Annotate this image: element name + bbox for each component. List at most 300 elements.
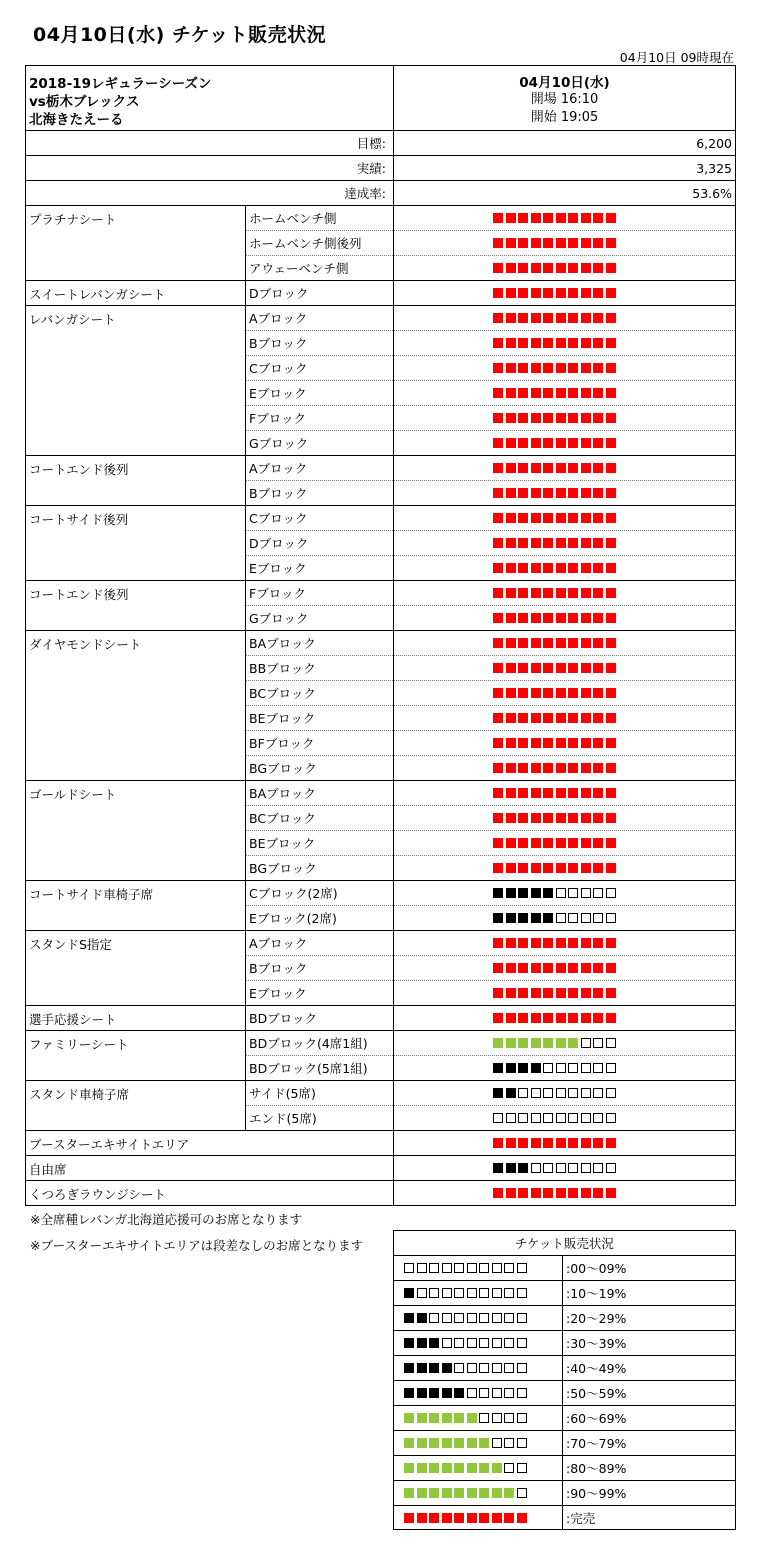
sold-square-icon xyxy=(593,313,603,323)
sold-square-icon xyxy=(593,613,603,623)
sold-square-icon xyxy=(531,1138,541,1148)
sold-square-icon xyxy=(506,513,516,523)
seat-block-row xyxy=(246,631,735,656)
unsold-square-icon xyxy=(606,1088,616,1098)
sold-square-icon xyxy=(506,838,516,848)
legend-row xyxy=(394,1480,735,1505)
sold-square-icon xyxy=(543,1188,553,1198)
sold-square-icon xyxy=(606,238,616,248)
sold-square-icon xyxy=(479,1513,489,1523)
sold-square-icon xyxy=(531,838,541,848)
sold-square-icon xyxy=(568,588,578,598)
legend-label: :90～99% xyxy=(566,1486,627,1501)
sold-square-icon xyxy=(556,388,566,398)
legend-label: :10～19% xyxy=(566,1286,627,1301)
sales-meter xyxy=(493,913,653,925)
sold-square-icon xyxy=(518,1163,528,1173)
seat-category xyxy=(26,1156,394,1181)
legend-meter xyxy=(404,1438,564,1450)
sold-square-icon xyxy=(556,563,566,573)
unsold-square-icon xyxy=(556,1063,566,1073)
seat-category-label: コートエンド後列 xyxy=(29,587,129,602)
seat-block-row xyxy=(246,781,735,806)
footnote: ※ブースターエキサイトエリアは段差なしのお席となります xyxy=(30,1238,364,1253)
seat-block-label: Fブロック xyxy=(246,581,394,606)
unsold-square-icon xyxy=(454,1338,464,1348)
sold-square-icon xyxy=(581,563,591,573)
seat-category xyxy=(26,281,246,306)
sold-square-icon xyxy=(404,1363,414,1373)
unsold-square-icon xyxy=(492,1338,502,1348)
sold-square-icon xyxy=(518,338,528,348)
seat-category xyxy=(26,1006,246,1031)
sold-square-icon xyxy=(581,238,591,248)
seat-category-label: ゴールドシート xyxy=(29,787,117,802)
legend-divider xyxy=(562,1506,563,1530)
seat-block-row xyxy=(246,931,735,956)
sold-square-icon xyxy=(556,363,566,373)
sold-square-icon xyxy=(518,1013,528,1023)
unsold-square-icon xyxy=(531,1113,541,1123)
seat-category xyxy=(26,581,246,631)
seat-block-label: Bブロック xyxy=(246,481,394,506)
unsold-square-icon xyxy=(492,1363,502,1373)
sold-square-icon xyxy=(506,588,516,598)
unsold-square-icon xyxy=(493,1113,503,1123)
sold-square-icon xyxy=(518,613,528,623)
sold-square-icon xyxy=(518,488,528,498)
sold-square-icon xyxy=(531,863,541,873)
sold-square-icon xyxy=(404,1413,414,1423)
sales-meter xyxy=(493,513,653,525)
legend-meter xyxy=(404,1488,564,1500)
sold-square-icon xyxy=(531,488,541,498)
sold-square-icon xyxy=(543,688,553,698)
sold-square-icon xyxy=(429,1488,439,1498)
sold-square-icon xyxy=(556,463,566,473)
sold-square-icon xyxy=(556,538,566,548)
sold-square-icon xyxy=(606,1013,616,1023)
sold-square-icon xyxy=(479,1438,489,1448)
seat-block-label: Fブロック xyxy=(246,406,394,431)
sold-square-icon xyxy=(543,913,553,923)
sold-square-icon xyxy=(493,438,503,448)
sold-square-icon xyxy=(606,388,616,398)
sold-square-icon xyxy=(606,563,616,573)
sales-meter xyxy=(493,713,653,725)
seat-block-row xyxy=(246,356,735,381)
unsold-square-icon xyxy=(593,888,603,898)
sold-square-icon xyxy=(593,963,603,973)
seat-block-row xyxy=(246,1106,735,1131)
kpi-row xyxy=(26,181,735,206)
sold-square-icon xyxy=(543,1038,553,1048)
legend-meter xyxy=(404,1463,564,1475)
sold-square-icon xyxy=(568,238,578,248)
seat-category-label: コートサイド後列 xyxy=(29,512,129,527)
sold-square-icon xyxy=(442,1463,452,1473)
seat-block-label: BFブロック xyxy=(246,731,394,756)
legend-meter xyxy=(404,1413,564,1425)
sold-square-icon xyxy=(492,1463,502,1473)
sold-square-icon xyxy=(518,938,528,948)
sold-square-icon xyxy=(581,613,591,623)
legend-divider xyxy=(562,1431,563,1455)
sold-square-icon xyxy=(493,538,503,548)
seat-category-label: コートサイド車椅子席 xyxy=(29,887,154,902)
sold-square-icon xyxy=(581,288,591,298)
unsold-square-icon xyxy=(606,888,616,898)
legend-meter xyxy=(404,1313,564,1325)
unsold-square-icon xyxy=(593,1038,603,1048)
sold-square-icon xyxy=(506,363,516,373)
unsold-square-icon xyxy=(593,1088,603,1098)
seat-block-label: BBブロック xyxy=(246,656,394,681)
sold-square-icon xyxy=(606,538,616,548)
sold-square-icon xyxy=(518,888,528,898)
sold-square-icon xyxy=(531,713,541,723)
unsold-square-icon xyxy=(479,1288,489,1298)
sold-square-icon xyxy=(493,688,503,698)
sales-meter xyxy=(493,1063,653,1075)
sold-square-icon xyxy=(568,313,578,323)
sales-meter xyxy=(493,1138,653,1150)
sold-square-icon xyxy=(556,638,566,648)
kpi-row xyxy=(26,156,735,181)
unsold-square-icon xyxy=(479,1388,489,1398)
unsold-square-icon xyxy=(556,913,566,923)
unsold-square-icon xyxy=(467,1388,477,1398)
sold-square-icon xyxy=(543,613,553,623)
unsold-square-icon xyxy=(531,1163,541,1173)
sold-square-icon xyxy=(506,263,516,273)
sold-square-icon xyxy=(543,763,553,773)
sold-square-icon xyxy=(581,788,591,798)
unsold-square-icon xyxy=(517,1438,527,1448)
unsold-square-icon xyxy=(504,1263,514,1273)
sold-square-icon xyxy=(506,288,516,298)
sold-square-icon xyxy=(568,463,578,473)
legend-meter xyxy=(404,1513,564,1525)
sold-square-icon xyxy=(568,638,578,648)
sold-square-icon xyxy=(581,313,591,323)
sold-square-icon xyxy=(593,513,603,523)
sold-square-icon xyxy=(581,813,591,823)
sold-square-icon xyxy=(568,1013,578,1023)
seat-block-label: Aブロック xyxy=(246,456,394,481)
sold-square-icon xyxy=(506,888,516,898)
sold-square-icon xyxy=(531,513,541,523)
sold-square-icon xyxy=(568,388,578,398)
sold-square-icon xyxy=(593,363,603,373)
sold-square-icon xyxy=(493,513,503,523)
sold-square-icon xyxy=(531,813,541,823)
sales-meter xyxy=(493,213,653,225)
sold-square-icon xyxy=(518,238,528,248)
sales-meter xyxy=(493,888,653,900)
sold-square-icon xyxy=(404,1313,414,1323)
sales-meter xyxy=(493,663,653,675)
sold-square-icon xyxy=(518,913,528,923)
seat-block-row xyxy=(394,1181,735,1206)
unsold-square-icon xyxy=(504,1413,514,1423)
legend-label: :30～39% xyxy=(566,1336,627,1351)
sold-square-icon xyxy=(593,488,603,498)
sold-square-icon xyxy=(593,938,603,948)
sold-square-icon xyxy=(606,613,616,623)
sold-square-icon xyxy=(556,313,566,323)
sold-square-icon xyxy=(518,413,528,423)
unsold-square-icon xyxy=(517,1413,527,1423)
unsold-square-icon xyxy=(543,1163,553,1173)
sold-square-icon xyxy=(606,313,616,323)
unsold-square-icon xyxy=(454,1263,464,1273)
sold-square-icon xyxy=(606,663,616,673)
legend-label: :70～79% xyxy=(566,1436,627,1451)
sales-meter xyxy=(493,863,653,875)
sold-square-icon xyxy=(506,763,516,773)
unsold-square-icon xyxy=(429,1288,439,1298)
sold-square-icon xyxy=(493,738,503,748)
seat-block-label: Eブロック xyxy=(246,556,394,581)
sold-square-icon xyxy=(506,563,516,573)
sales-meter xyxy=(493,988,653,1000)
legend-divider xyxy=(562,1281,563,1305)
seat-block-label: Cブロック xyxy=(246,356,394,381)
sales-meter xyxy=(493,488,653,500)
sold-square-icon xyxy=(506,1063,516,1073)
sold-square-icon xyxy=(568,1138,578,1148)
sold-square-icon xyxy=(518,513,528,523)
unsold-square-icon xyxy=(479,1338,489,1348)
sold-square-icon xyxy=(543,1013,553,1023)
sold-square-icon xyxy=(442,1513,452,1523)
seat-block-label: BGブロック xyxy=(246,856,394,881)
sold-square-icon xyxy=(417,1363,427,1373)
sold-square-icon xyxy=(531,263,541,273)
legend-label: :40～49% xyxy=(566,1361,627,1376)
unsold-square-icon xyxy=(581,1163,591,1173)
unsold-square-icon xyxy=(517,1313,527,1323)
unsold-square-icon xyxy=(517,1288,527,1298)
unsold-square-icon xyxy=(518,1113,528,1123)
sold-square-icon xyxy=(556,613,566,623)
sold-square-icon xyxy=(506,213,516,223)
legend-meter xyxy=(404,1363,564,1375)
unsold-square-icon xyxy=(543,1063,553,1073)
unsold-square-icon xyxy=(467,1338,477,1348)
sold-square-icon xyxy=(506,413,516,423)
seat-block-row xyxy=(246,381,735,406)
seat-block-row xyxy=(394,1131,735,1156)
sold-square-icon xyxy=(593,763,603,773)
sold-square-icon xyxy=(556,663,566,673)
legend-row xyxy=(394,1430,735,1455)
seat-block-row xyxy=(246,756,735,781)
sold-square-icon xyxy=(543,863,553,873)
sold-square-icon xyxy=(467,1513,477,1523)
sold-square-icon xyxy=(531,563,541,573)
sold-square-icon xyxy=(518,963,528,973)
sold-square-icon xyxy=(531,338,541,348)
sold-square-icon xyxy=(568,713,578,723)
seat-block-row xyxy=(246,1056,735,1081)
sold-square-icon xyxy=(556,338,566,348)
sold-square-icon xyxy=(581,413,591,423)
unsold-square-icon xyxy=(479,1413,489,1423)
sold-square-icon xyxy=(442,1488,452,1498)
sold-square-icon xyxy=(543,388,553,398)
sold-square-icon xyxy=(568,513,578,523)
seat-block-row xyxy=(246,1081,735,1106)
sold-square-icon xyxy=(493,338,503,348)
sold-square-icon xyxy=(493,663,503,673)
ticket-status-table xyxy=(25,65,736,1206)
sold-square-icon xyxy=(531,438,541,448)
sold-square-icon xyxy=(492,1513,502,1523)
sold-square-icon xyxy=(518,638,528,648)
unsold-square-icon xyxy=(581,1038,591,1048)
sold-square-icon xyxy=(506,1038,516,1048)
unsold-square-icon xyxy=(606,913,616,923)
sold-square-icon xyxy=(518,438,528,448)
sold-square-icon xyxy=(568,363,578,373)
sold-square-icon xyxy=(543,288,553,298)
season-label: 2018-19レギュラーシーズン xyxy=(29,76,212,92)
seat-block-row xyxy=(246,306,735,331)
unsold-square-icon xyxy=(442,1338,452,1348)
sold-square-icon xyxy=(543,888,553,898)
sold-square-icon xyxy=(493,1063,503,1073)
sold-square-icon xyxy=(531,213,541,223)
unsold-square-icon xyxy=(467,1363,477,1373)
event-schedule xyxy=(394,66,735,131)
sold-square-icon xyxy=(493,613,503,623)
sold-square-icon xyxy=(543,463,553,473)
sold-square-icon xyxy=(518,1063,528,1073)
sold-square-icon xyxy=(518,688,528,698)
start-time: 開始 19:05 xyxy=(530,110,599,125)
sales-meter xyxy=(493,1038,653,1050)
sold-square-icon xyxy=(429,1363,439,1373)
sold-square-icon xyxy=(568,988,578,998)
sold-square-icon xyxy=(429,1513,439,1523)
sold-square-icon xyxy=(543,538,553,548)
sold-square-icon xyxy=(556,488,566,498)
sold-square-icon xyxy=(518,388,528,398)
seat-category-label: ブースターエキサイトエリア xyxy=(29,1137,190,1152)
sold-square-icon xyxy=(556,963,566,973)
open-time: 開場 16:10 xyxy=(530,92,599,107)
sold-square-icon xyxy=(568,938,578,948)
sold-square-icon xyxy=(581,838,591,848)
sold-square-icon xyxy=(606,363,616,373)
sold-square-icon xyxy=(518,763,528,773)
seat-block-row xyxy=(246,656,735,681)
sold-square-icon xyxy=(493,813,503,823)
sold-square-icon xyxy=(531,1188,541,1198)
sold-square-icon xyxy=(506,463,516,473)
sold-square-icon xyxy=(467,1438,477,1448)
seat-category xyxy=(26,306,246,456)
sold-square-icon xyxy=(593,388,603,398)
sold-square-icon xyxy=(556,438,566,448)
sold-square-icon xyxy=(518,213,528,223)
sold-square-icon xyxy=(606,213,616,223)
sold-square-icon xyxy=(606,338,616,348)
unsold-square-icon xyxy=(504,1463,514,1473)
sales-meter xyxy=(493,288,653,300)
sold-square-icon xyxy=(404,1513,414,1523)
sold-square-icon xyxy=(506,1163,516,1173)
sold-square-icon xyxy=(581,1013,591,1023)
sold-square-icon xyxy=(506,1013,516,1023)
sold-square-icon xyxy=(493,1038,503,1048)
seat-block-row xyxy=(246,1006,735,1031)
sold-square-icon xyxy=(506,338,516,348)
sold-square-icon xyxy=(493,563,503,573)
legend-divider xyxy=(562,1256,563,1280)
sold-square-icon xyxy=(606,813,616,823)
seat-block-label: Bブロック xyxy=(246,331,394,356)
sold-square-icon xyxy=(593,438,603,448)
sales-meter xyxy=(493,438,653,450)
unsold-square-icon xyxy=(568,1088,578,1098)
seat-block-row xyxy=(246,981,735,1006)
sold-square-icon xyxy=(568,763,578,773)
unsold-square-icon xyxy=(417,1288,427,1298)
sold-square-icon xyxy=(568,813,578,823)
sales-meter xyxy=(493,963,653,975)
sold-square-icon xyxy=(556,713,566,723)
sold-square-icon xyxy=(556,938,566,948)
seat-block-label: BEブロック xyxy=(246,706,394,731)
sold-square-icon xyxy=(493,463,503,473)
sold-square-icon xyxy=(593,663,603,673)
venue-label: 北海きたえーる xyxy=(29,112,124,128)
sold-square-icon xyxy=(493,963,503,973)
sold-square-icon xyxy=(568,688,578,698)
sold-square-icon xyxy=(493,1138,503,1148)
seat-block-row xyxy=(246,806,735,831)
sold-square-icon xyxy=(467,1413,477,1423)
seat-block-row xyxy=(246,706,735,731)
sold-square-icon xyxy=(556,588,566,598)
sold-square-icon xyxy=(568,838,578,848)
seat-block-row xyxy=(394,1156,735,1181)
seat-category-label: プラチナシート xyxy=(29,212,117,227)
sold-square-icon xyxy=(493,913,503,923)
sold-square-icon xyxy=(531,788,541,798)
seat-block-label: Eブロック xyxy=(246,981,394,1006)
sold-square-icon xyxy=(593,813,603,823)
sold-square-icon xyxy=(518,1188,528,1198)
sold-square-icon xyxy=(493,488,503,498)
sold-square-icon xyxy=(581,488,591,498)
unsold-square-icon xyxy=(454,1313,464,1323)
sales-meter xyxy=(493,588,653,600)
sold-square-icon xyxy=(593,988,603,998)
sold-square-icon xyxy=(531,463,541,473)
footnote: ※全席種レバンガ北海道応援可のお席となります xyxy=(30,1212,303,1227)
seat-block-label: BEブロック xyxy=(246,831,394,856)
unsold-square-icon xyxy=(479,1263,489,1273)
unsold-square-icon xyxy=(517,1263,527,1273)
sold-square-icon xyxy=(531,688,541,698)
unsold-square-icon xyxy=(504,1388,514,1398)
sold-square-icon xyxy=(581,663,591,673)
legend-divider xyxy=(562,1356,563,1380)
